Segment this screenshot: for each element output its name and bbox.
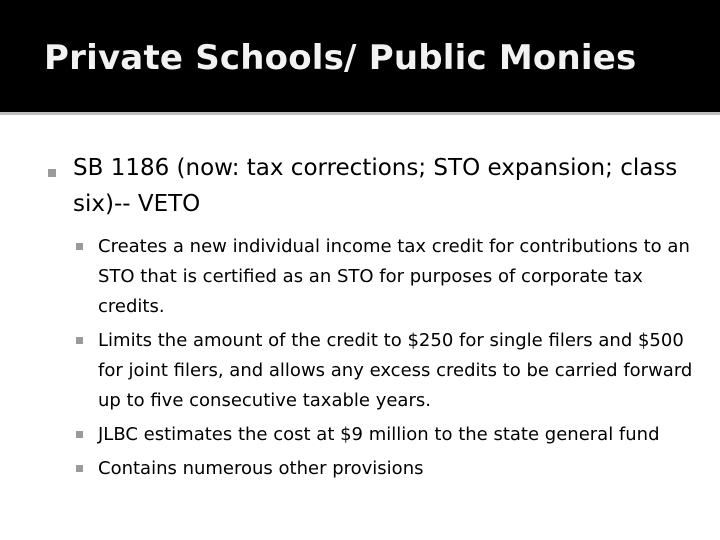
sub-bullet-item: [98, 232, 708, 322]
sub-bullet-list: [98, 232, 708, 488]
square-bullet-icon: [76, 465, 83, 472]
sub-bullet-item: [98, 454, 708, 484]
square-bullet-icon: [48, 169, 56, 177]
square-bullet-icon: [76, 243, 83, 250]
sub-bullet-text: Creates a new individual income tax credit for contributions to an STO that is certified as an STO for purposes of corporate tax credits.: [98, 236, 690, 317]
square-bullet-icon: [76, 431, 83, 438]
slide-title: Private Schools/ Public Monies: [44, 38, 637, 78]
main-bullet-text: SB 1186 (now: tax corrections; STO expansion; class six)-- VETO: [73, 155, 678, 217]
square-bullet-icon: [76, 337, 83, 344]
sub-bullet-text: JLBC estimates the cost at $9 million to the state general fund: [98, 424, 660, 445]
sub-bullet-item: [98, 420, 708, 450]
sub-bullet-text: Limits the amount of the credit to $250 for single filers and $500 for joint filers, and allows any excess credits to be carried forward up to five consecutive taxable years.: [98, 330, 693, 411]
sub-bullet-text: Contains numerous other provisions: [98, 458, 424, 479]
title-divider: [0, 112, 720, 115]
sub-bullet-item: [98, 326, 708, 416]
